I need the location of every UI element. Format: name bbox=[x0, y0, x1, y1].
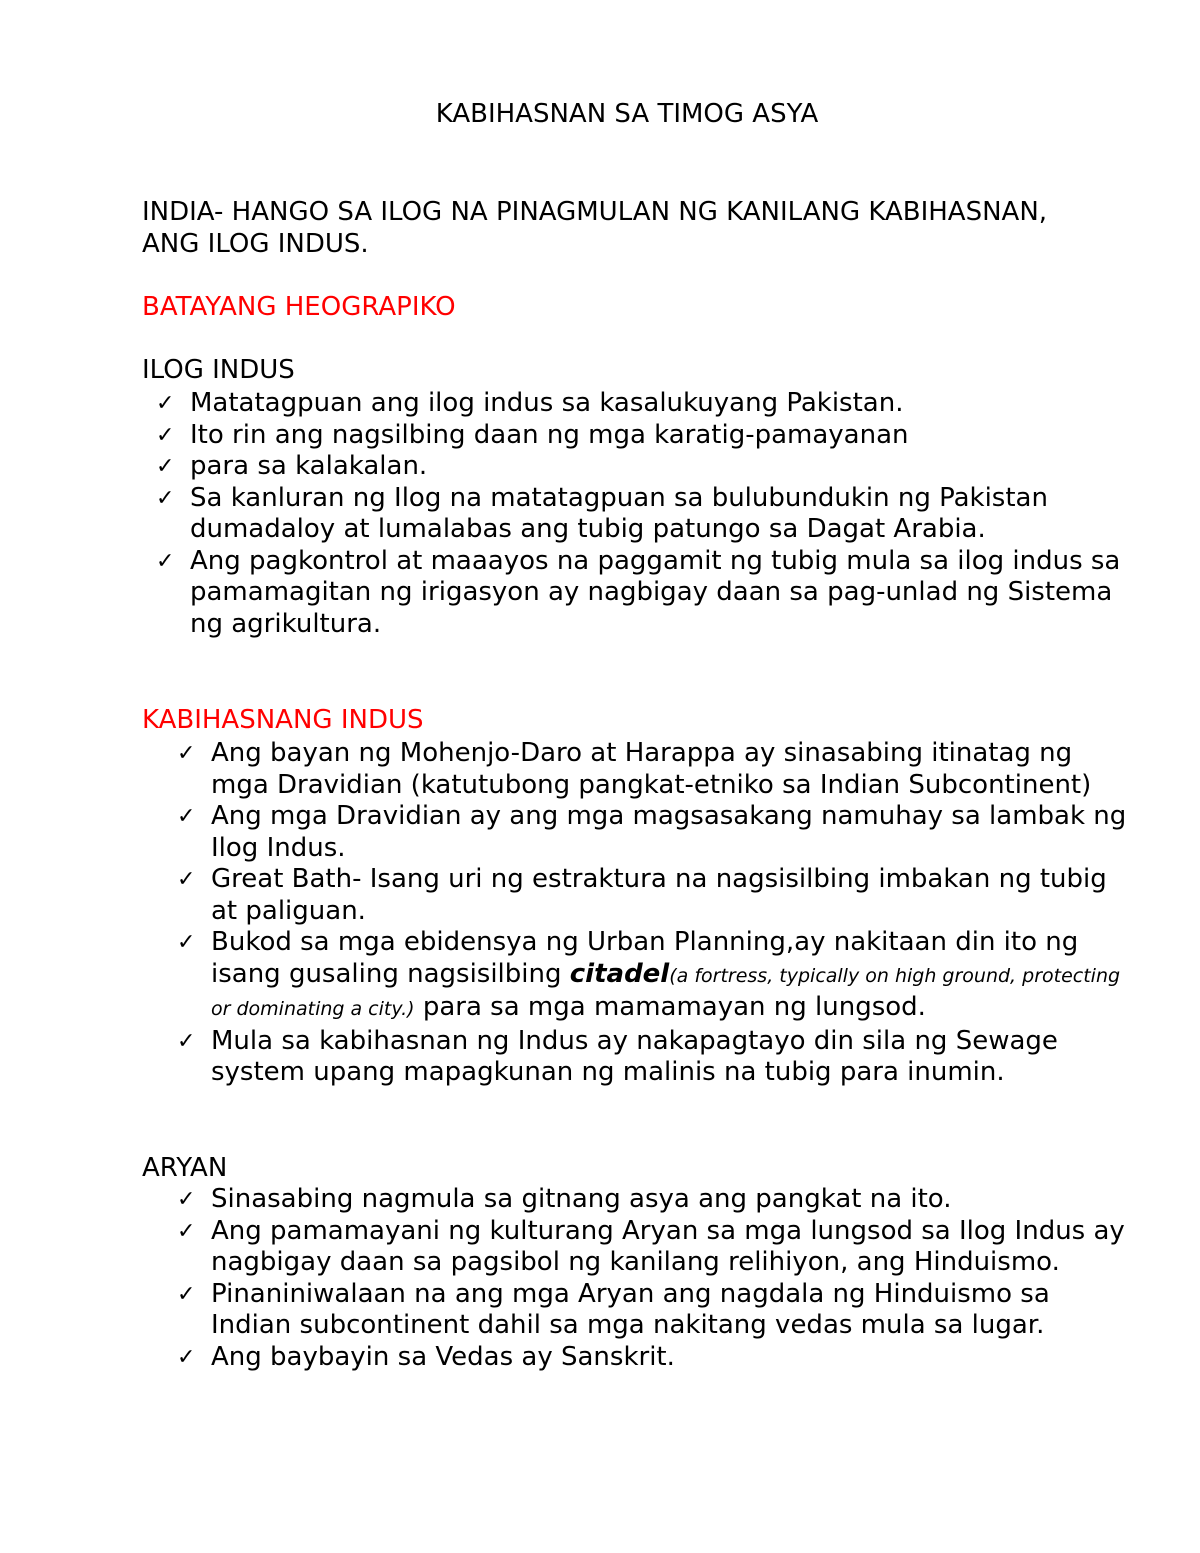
list-item: ✓ Ito rin ang nagsilbing daan ng mga karatig-pamayanan bbox=[156, 419, 909, 450]
section-heading-kabihasnang-indus: KABIHASNANG INDUS bbox=[142, 705, 424, 735]
checkmark-icon: ✓ bbox=[177, 1218, 196, 1244]
checkmark-icon: ✓ bbox=[177, 741, 196, 766]
intro-paragraph: INDIA- HANGO SA ILOG NA PINAGMULAN NG KANILANG KABIHASNAN, ANG ILOG INDUS. bbox=[142, 197, 1048, 259]
checkmark-icon: ✓ bbox=[156, 485, 175, 511]
checkmark-icon: ✓ bbox=[177, 1187, 196, 1212]
checklist-kabihasnang-indus bbox=[177, 738, 1131, 1089]
list-item: ✓ Ang mga Dravidian ay ang mga magsasakang namuhay sa lambak ng Ilog Indus. bbox=[177, 801, 1127, 863]
list-item: ✓ Great Bath- Isang uri ng estraktura na nagsisilbing imbakan ng tubig at paliguan. bbox=[177, 864, 1107, 926]
checkmark-icon: ✓ bbox=[156, 422, 175, 448]
checkmark-icon: ✓ bbox=[177, 1281, 196, 1307]
list-item: ✓ para sa kalakalan. bbox=[156, 451, 428, 481]
checkmark-icon: ✓ bbox=[177, 804, 196, 829]
document-title: KABIHASNAN SA TIMOG ASYA bbox=[435, 99, 819, 129]
citadel-term: citadel bbox=[569, 958, 670, 989]
checklist-aryan bbox=[177, 1184, 1131, 1373]
checkmark-icon: ✓ bbox=[177, 930, 196, 955]
list-item: ✓ Sinasabing nagmula sa gitnang asya ang pangkat na ito. bbox=[177, 1184, 952, 1214]
checkmark-icon: ✓ bbox=[177, 1028, 196, 1054]
subheading-ilog-indus: ILOG INDUS bbox=[142, 355, 295, 385]
list-item: ✓ Ang pamamayani ng kulturang Aryan sa mga lungsod sa Ilog Indus ay nagbigay daan sa pagsibol ng kanilang relihiyon, ang Hinduismo. bbox=[177, 1215, 1125, 1277]
checkmark-icon: ✓ bbox=[177, 1344, 196, 1370]
checkmark-icon: ✓ bbox=[156, 391, 175, 416]
list-item: ✓ Matatagpuan ang ilog indus sa kasalukuyang Pakistan. bbox=[156, 388, 904, 418]
list-item: ✓ Mula sa kabihasnan ng Indus ay nakapagtayo din sila ng Sewage system upang mapagkunan ng malinis na tubig para inumin. bbox=[177, 1025, 1058, 1087]
section-heading-batayang-heograpiko: BATAYANG HEOGRAPIKO bbox=[142, 292, 456, 322]
list-item: ✓ Ang bayan ng Mohenjo-Daro at Harappa ay sinasabing itinatag ng mga Dravidian (katutubong pangkat-etniko sa Indian Subcontinent) bbox=[177, 738, 1092, 800]
list-item: ✓ Bukod sa mga ebidensya ng Urban Planning,ay nakitaan din ito ng isang gusaling nagsisilbing citadel(a fortress, typically on high ground, protecting or dominating a city.) para sa mga mamamayan ng lungsod. bbox=[177, 927, 1121, 1022]
checkmark-icon: ✓ bbox=[156, 454, 175, 479]
list-item: ✓ Sa kanluran ng Ilog na matatagpuan sa bulubundukin ng Pakistan dumadaloy at lumalabas ang tubig patungo sa Dagat Arabia. bbox=[156, 482, 1048, 544]
section-heading-aryan: ARYAN bbox=[142, 1153, 228, 1183]
list-item: ✓ Pinaniniwalaan na ang mga Aryan ang nagdala ng Hinduismo sa Indian subcontinent dahil sa mga nakitang vedas mula sa lugar. bbox=[177, 1278, 1050, 1340]
list-item: ✓ Ang baybayin sa Vedas ay Sanskrit. bbox=[177, 1341, 675, 1372]
checkmark-icon: ✓ bbox=[177, 867, 196, 892]
list-item: ✓ Ang pagkontrol at maaayos na paggamit ng tubig mula sa ilog indus sa pamamagitan ng irigasyon ay nagbigay daan sa pag-unlad ng Sistema ng agrikultura. bbox=[156, 545, 1121, 639]
citadel-definition: (a fortress, typically on high ground, protecting or dominating a city.) bbox=[211, 964, 1121, 1020]
checklist-ilog-indus bbox=[156, 388, 1130, 640]
checkmark-icon: ✓ bbox=[156, 548, 175, 574]
